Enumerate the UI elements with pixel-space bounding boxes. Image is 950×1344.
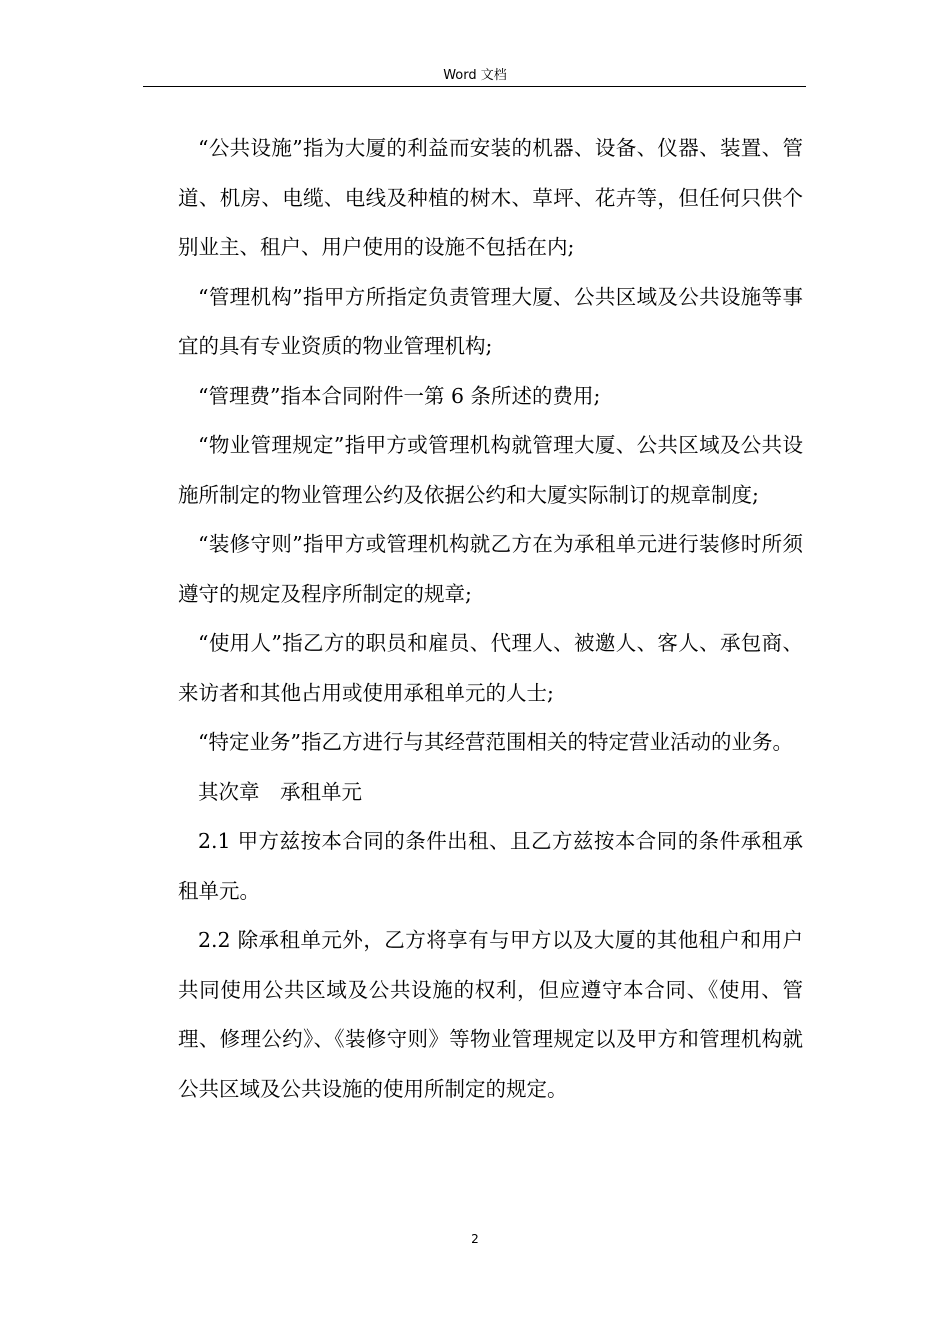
clause-2-2: 2.2 除承租单元外，乙方将享有与甲方以及大厦的其他租户和用户共同使用公共区域及公共设施的权利，但应遵守本合同、《使用、管理、修理公约》、《装修守则》等物业管理规定以及甲方和管理机构就公共区域及公共设施的使用所制定的规定。 [178,928,803,1101]
paragraph-management-agency: “管理机构”指甲方所指定负责管理大厦、公共区域及公共设施等事宜的具有专业资质的物业管理机构; [178,284,803,358]
clause-2-1: 2.1 甲方兹按本合同的条件出租、且乙方兹按本合同的条件承租承租单元。 [178,829,803,903]
header-divider [143,86,806,87]
paragraph-management-fee: “管理费”指本合同附件一第 6 条所述的费用; [198,383,601,408]
document-body [178,124,803,1114]
paragraph-public-facilities: “公共设施”指为大厦的利益而安装的机器、设备、仪器、装置、管道、机房、电缆、电线及种植的树木、草坪、花卉等，但任何只供个别业主、租户、用户使用的设施不包括在内; [178,136,803,259]
page-header: Word 文档 [443,68,507,83]
paragraph-decoration-rules: “装修守则”指甲方或管理机构就乙方在为承租单元进行装修时所须遵守的规定及程序所制定的规章; [178,532,803,606]
paragraph-user-definition: “使用人”指乙方的职员和雇员、代理人、被邀人、客人、承包商、来访者和其他占用或使用承租单元的人士; [178,631,803,705]
paragraph-specific-business: “特定业务”指乙方进行与其经营范围相关的特定营业活动的业务。 [198,730,793,754]
page-number: 2 [471,1232,479,1246]
paragraph-property-rules: “物业管理规定”指甲方或管理机构就管理大厦、公共区域及公共设施所制定的物业管理公约及依据公约和大厦实际制订的规章制度; [178,433,803,507]
chapter-heading: 其次章 承租单元 [198,779,362,804]
